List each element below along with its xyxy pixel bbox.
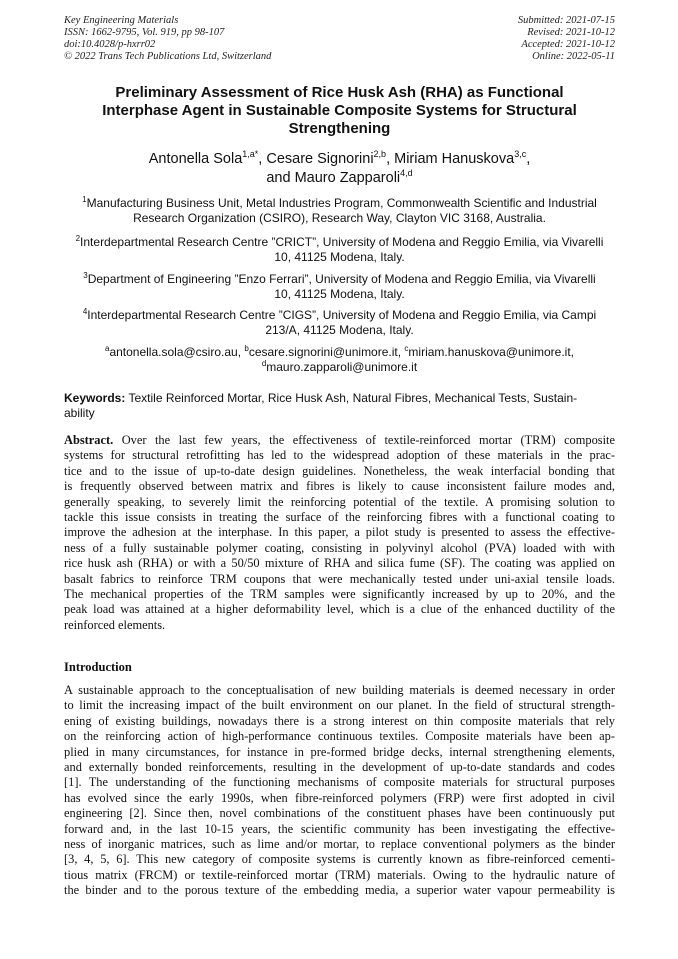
affiliation (64, 272, 615, 302)
email-marker: b (244, 344, 249, 353)
abstract-line: tice and to the issue of up-to-date design guidelines. Nonetheless, the weak interfacial bonding that (64, 463, 615, 478)
affil-number: 4 (82, 307, 88, 316)
introduction-body (64, 683, 615, 899)
keywords-text: ability (64, 406, 95, 420)
abstract-line: improve the adhesion at the interphase. In this paper, a pilot study is presented to assess the effective- (64, 525, 615, 540)
email-link[interactable]: miriam.hanuskova@unimore.it, (408, 345, 574, 359)
author-affil-marker: 4,d (400, 168, 413, 179)
journal-header (64, 15, 271, 63)
abstract-line: is frequently observed between matrix and fibres is likely to cause inconsistent failure modes and, (64, 479, 615, 494)
submission-dates (518, 15, 615, 63)
intro-line: ness of inorganic matrices, such as lime and/or mortar, to replace conventional polymers as the binder (64, 837, 615, 852)
abstract-line: generally speaking, to severely limit the reinforcing potential of the textile. A promising solution to (64, 494, 615, 509)
author-emails (64, 345, 615, 375)
affil-number: 1 (82, 195, 87, 204)
intro-line: [1]. The understanding of the functioning mechanisms of composite materials for structural purposes (64, 775, 615, 790)
author-affil-marker: 1,a* (242, 149, 259, 160)
intro-line: and externally bonded reinforcements, resulting in the development of up-to-date standards and codes (64, 760, 615, 775)
title-line: Strengthening (288, 120, 391, 137)
intro-line: engineering [2]. Since then, novel combinations of the constituent phases have been continuously put (64, 806, 615, 821)
abstract-line: Over the last few years, the effectiveness of textile-reinforced mortar (TRM) composite (121, 433, 615, 447)
affiliation (64, 308, 615, 338)
affil-line: 10, 41125 Modena, Italy. (274, 250, 405, 264)
journal-copyright: © 2022 Trans Tech Publications Ltd, Switzerland (64, 51, 272, 62)
keywords-label: Keywords: (64, 391, 126, 405)
abstract-line: reinforced elements. (64, 617, 166, 632)
date-online: Online: 2022-05-11 (532, 51, 615, 62)
affil-line: Research Organization (CSIRO), Research Way, Clayton VIC 3168, Australia. (133, 211, 546, 225)
abstract-line: basalt fabrics to reinforce TRM coupons that were mechanically tested under uni-axial tensile loads. (64, 571, 615, 586)
intro-line: has evolved since the early 1990s, when fibre-reinforced polymers (FRP) were first adopted in civil (64, 790, 615, 805)
affil-line: Interdepartmental Research Centre ”CRICT”, University of Modena and Reggio Emilia, via Vivarelli (80, 235, 604, 249)
affil-line: Interdepartmental Research Centre ”CIGS”, University of Modena and Reggio Emilia, via Campi (87, 308, 597, 322)
journal-issn: ISSN: 1662-9795, Vol. 919, pp 98-107 (64, 27, 225, 38)
author-affil-marker: 2,b (373, 149, 387, 160)
abstract-label: Abstract. (64, 433, 114, 447)
intro-line: to limit the increasing impact of the built environment on our planet. In the field of structural strength- (64, 698, 615, 713)
affil-number: 2 (75, 234, 81, 243)
author-name: Cesare Signorini (266, 151, 374, 167)
abstract-line: peak load was attained at a higher deformability level, which is a clue of the enhanced ductility of the (64, 602, 615, 617)
abstract-line: The mechanical properties of the TRM samples were significantly increased by up to 20%, and the (64, 587, 615, 602)
email-link[interactable]: mauro.zapparoli@unimore.it (266, 360, 418, 374)
intro-line: on the reinforcing action of high-performance continuous textiles. Composite materials have been ap- (64, 729, 615, 744)
abstract (64, 433, 615, 633)
journal-doi: doi:10.4028/p-hxrr02 (64, 39, 156, 50)
keywords (64, 391, 615, 421)
author-and: and (266, 170, 291, 186)
date-submitted: Submitted: 2021-07-15 (517, 15, 615, 26)
intro-line: tious matrix (FRCM) or textile-reinforced mortar (TRM) materials. Owing to the hydraulic nature of (64, 867, 615, 882)
affiliation (64, 196, 615, 226)
abstract-line: ness of a fully sustainable polymer coating, consisting in polyvinyl alcohol (PVA) loaded with with (64, 540, 615, 555)
title-line: Interphase Agent in Sustainable Composite Systems for Structural (102, 102, 577, 119)
author-list: Antonella Sola$^{1,a*}$, Cesare Signorini$^{2,b}$, Miriam Hanuskova$^{3,c}$, and Mauro Zapparoli$^{4,d}$ (148, 149, 531, 186)
intro-line: forward and, in the last 10-15 years, the scientific community has been investigating the effective- (64, 821, 615, 836)
intro-line: [3, 4, 5, 6]. This new category of composite systems is currently known as fibre-reinforced cementi- (64, 852, 615, 867)
abstract-line: rice husk ash (RHA) or with a 50/50 mixture of RHA and silica fume (SF). The coating was applied on (64, 556, 615, 571)
affil-line: Department of Engineering ”Enzo Ferrari”, University of Modena and Reggio Emilia, via Vivarelli (87, 272, 596, 286)
section-heading-introduction: Introduction (64, 660, 132, 674)
author-name: Mauro Zapparoli (294, 170, 401, 186)
date-revised: Revised: 2021-10-12 (527, 27, 615, 38)
keywords-text: Textile Reinforced Mortar, Rice Husk Ash, Natural Fibres, Mechanical Tests, Sustain- (128, 391, 578, 405)
affil-line: 213/A, 41125 Modena, Italy. (265, 323, 414, 337)
intro-line: plied in many circumstances, for instance in pre-formed bridge decks, internal strengthening elements, (64, 744, 615, 759)
email-marker: a (104, 344, 110, 353)
author-name: Antonella Sola (148, 151, 243, 167)
journal-name: Key Engineering Materials (64, 15, 179, 26)
abstract-line: tackle this issue consists in treating the surface of the reinforcing fibres with a functional coating to (64, 510, 615, 525)
affiliation (64, 235, 615, 265)
intro-line: ening of existing buildings, nowadays there is a strong interest on thin composite materials that rely (64, 713, 615, 728)
author-name: Miriam Hanuskova (394, 151, 515, 167)
affil-line: 10, 41125 Modena, Italy. (274, 287, 405, 301)
affil-number: 3 (83, 271, 88, 280)
email-marker: d (261, 359, 267, 368)
intro-line: A sustainable approach to the conceptualisation of new building materials is deemed necessary in order (64, 683, 615, 697)
author-affil-marker: 3,c (514, 149, 527, 160)
email-marker: c (404, 344, 409, 353)
affil-line: Manufacturing Business Unit, Metal Industries Program, Commonwealth Scientific and Industrial (86, 196, 597, 210)
title-line: Preliminary Assessment of Rice Husk Ash (RHA) as Functional (115, 84, 564, 101)
intro-line: the binder and to the porous texture of the embedding media, a superior water vapour permeability is (64, 883, 615, 898)
abstract-line: systems for structural retrofitting has led to the widespread adoption of these materials in the prac- (64, 448, 615, 463)
paper-title (64, 84, 615, 138)
date-accepted: Accepted: 2021-10-12 (521, 39, 615, 50)
email-link[interactable]: antonella.sola@csiro.au, (109, 345, 242, 359)
email-link[interactable]: cesare.signorini@unimore.it, (248, 345, 402, 359)
